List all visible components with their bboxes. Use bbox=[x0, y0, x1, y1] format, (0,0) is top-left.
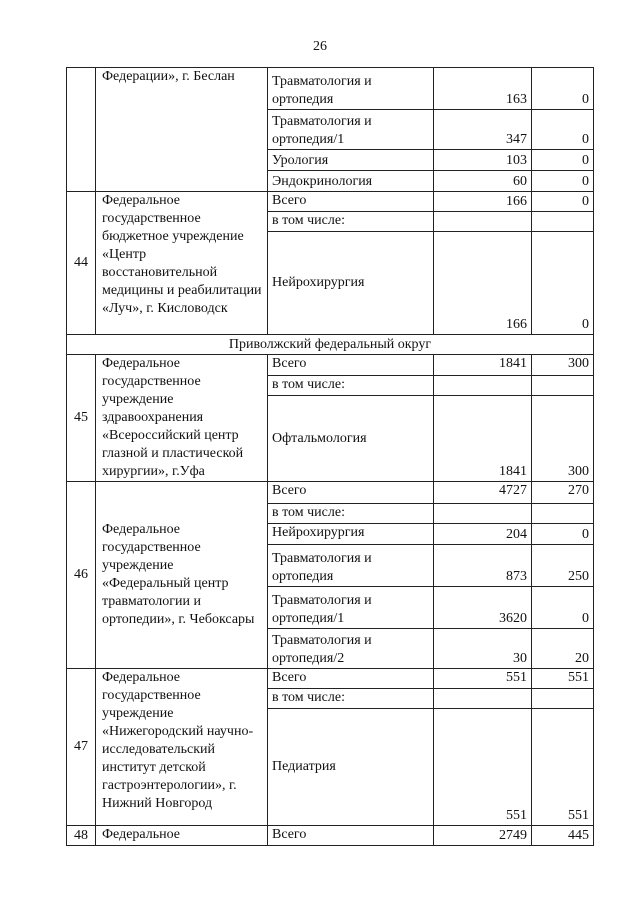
row-number-cell: 45 bbox=[67, 355, 96, 482]
profile-cell: в том числе: bbox=[268, 504, 434, 524]
value-cell: 60 bbox=[434, 171, 532, 192]
value-cell: 1841 bbox=[434, 355, 532, 376]
value-cell: 0 bbox=[532, 524, 594, 545]
profile-cell: Всего bbox=[268, 355, 434, 376]
value-cell: 163 bbox=[434, 68, 532, 110]
profile-cell: Травматология и ортопедия/1 bbox=[268, 110, 434, 150]
value-cell bbox=[434, 689, 532, 709]
profile-cell: в том числе: bbox=[268, 212, 434, 232]
value-cell bbox=[532, 212, 594, 232]
organization-cell: Федеральное государственное бюджетное учреждение «Центр восстановительной медицины и реабилитации «Луч», г. Кисловодск bbox=[96, 192, 268, 335]
value-cell bbox=[434, 504, 532, 524]
organization-cell: Федеральное bbox=[96, 826, 268, 846]
table-row bbox=[67, 826, 594, 846]
profile-cell: в том числе: bbox=[268, 689, 434, 709]
value-cell: 551 bbox=[532, 669, 594, 689]
profile-cell: Травматология и ортопедия bbox=[268, 68, 434, 110]
table-row bbox=[67, 669, 594, 689]
profile-cell: Всего bbox=[268, 826, 434, 846]
row-number-cell: 44 bbox=[67, 192, 96, 335]
value-cell bbox=[532, 689, 594, 709]
profile-cell: Травматология и ортопедия bbox=[268, 545, 434, 587]
value-cell: 30 bbox=[434, 629, 532, 669]
value-cell: 551 bbox=[434, 709, 532, 826]
value-cell: 270 bbox=[532, 482, 594, 504]
table-row bbox=[67, 192, 594, 212]
value-cell bbox=[532, 375, 594, 396]
value-cell: 300 bbox=[532, 355, 594, 376]
organization-cell: Федерации», г. Беслан bbox=[96, 68, 268, 192]
profile-cell: Эндокринология bbox=[268, 171, 434, 192]
value-cell: 347 bbox=[434, 110, 532, 150]
value-cell bbox=[532, 504, 594, 524]
value-cell: 2749 bbox=[434, 826, 532, 846]
value-cell: 20 bbox=[532, 629, 594, 669]
value-cell: 300 bbox=[532, 396, 594, 482]
value-cell: 445 bbox=[532, 826, 594, 846]
value-cell: 166 bbox=[434, 192, 532, 212]
value-cell: 551 bbox=[532, 709, 594, 826]
profile-cell: Всего bbox=[268, 669, 434, 689]
value-cell: 0 bbox=[532, 587, 594, 629]
value-cell: 0 bbox=[532, 68, 594, 110]
value-cell: 0 bbox=[532, 171, 594, 192]
profile-cell: Офтальмология bbox=[268, 396, 434, 482]
page-number: 26 bbox=[313, 39, 327, 54]
profile-cell: Урология bbox=[268, 150, 434, 171]
profile-cell: Нейрохирургия bbox=[268, 524, 434, 545]
profile-cell: Педиатрия bbox=[268, 709, 434, 826]
row-number-cell: 47 bbox=[67, 669, 96, 826]
value-cell: 0 bbox=[532, 232, 594, 335]
table-row bbox=[67, 482, 594, 504]
value-cell: 1841 bbox=[434, 396, 532, 482]
organization-cell: Федеральное государственное учреждение «Федеральный центр травматологии и ортопедии», г. Чебоксары bbox=[96, 482, 268, 669]
row-number-cell: 46 bbox=[67, 482, 96, 669]
value-cell: 166 bbox=[434, 232, 532, 335]
hospital-quota-table bbox=[66, 67, 594, 846]
row-number-cell: 48 bbox=[67, 826, 96, 846]
value-cell: 0 bbox=[532, 110, 594, 150]
value-cell bbox=[434, 212, 532, 232]
organization-cell: Федеральное государственное учреждение «Нижегородский научно-исследовательский институт детской гастроэнтерологии», г. Нижний Новгород bbox=[96, 669, 268, 826]
table-row bbox=[67, 355, 594, 376]
profile-cell: Нейрохирургия bbox=[268, 232, 434, 335]
profile-cell: Травматология и ортопедия/1 bbox=[268, 587, 434, 629]
value-cell: 3620 bbox=[434, 587, 532, 629]
value-cell: 103 bbox=[434, 150, 532, 171]
value-cell: 0 bbox=[532, 192, 594, 212]
value-cell: 551 bbox=[434, 669, 532, 689]
section-header: Приволжский федеральный округ bbox=[67, 335, 594, 355]
value-cell: 0 bbox=[532, 150, 594, 171]
profile-cell: Всего bbox=[268, 192, 434, 212]
profile-cell: Травматология и ортопедия/2 bbox=[268, 629, 434, 669]
profile-cell: Всего bbox=[268, 482, 434, 504]
value-cell: 250 bbox=[532, 545, 594, 587]
value-cell: 4727 bbox=[434, 482, 532, 504]
row-number-cell bbox=[67, 68, 96, 192]
value-cell bbox=[434, 375, 532, 396]
value-cell: 873 bbox=[434, 545, 532, 587]
value-cell: 204 bbox=[434, 524, 532, 545]
table-row bbox=[67, 335, 594, 355]
table-row bbox=[67, 68, 594, 110]
organization-cell: Федеральное государственное учреждение здравоохранения «Всероссийский центр глазной и пластической хирургии», г.Уфа bbox=[96, 355, 268, 482]
profile-cell: в том числе: bbox=[268, 375, 434, 396]
